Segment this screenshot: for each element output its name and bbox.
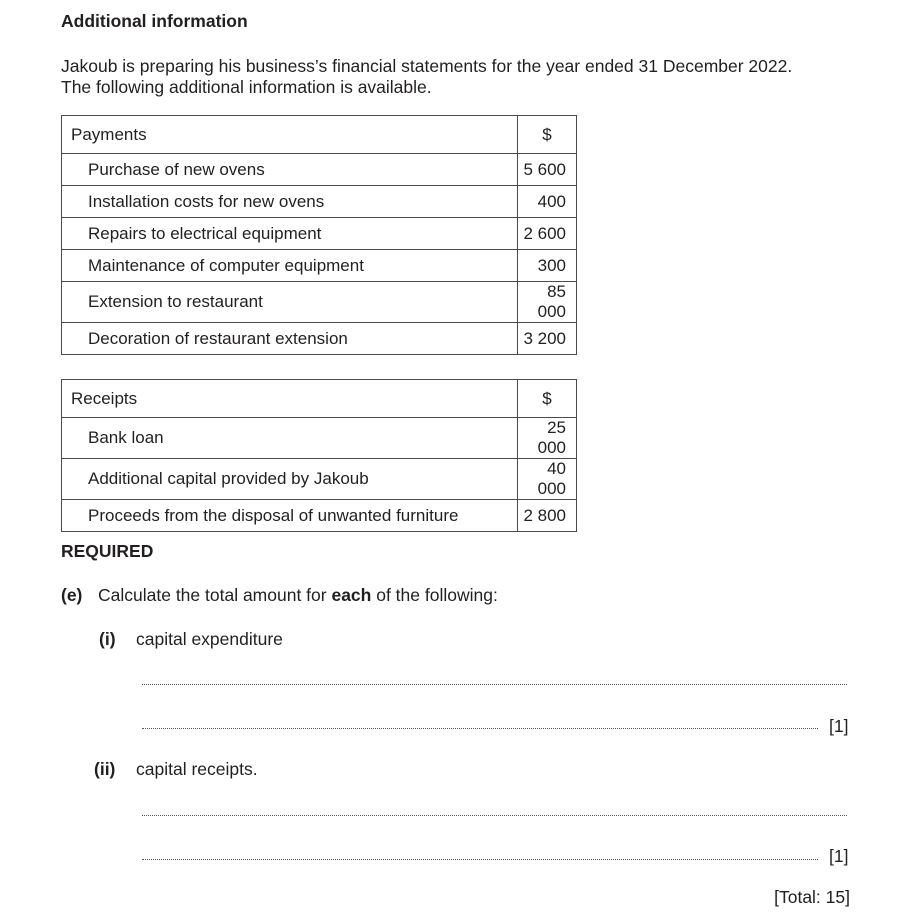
table-row bbox=[62, 459, 577, 500]
table-row bbox=[62, 218, 577, 250]
table-row bbox=[62, 154, 577, 186]
marks-ii: [1] bbox=[829, 846, 849, 866]
part-text: Calculate the total amount for bbox=[98, 585, 332, 605]
table-row bbox=[62, 500, 577, 532]
subpart-text: capital receipts. bbox=[136, 759, 258, 779]
row-label: Bank loan bbox=[62, 418, 518, 459]
table-row bbox=[62, 323, 577, 355]
row-amount: 85 000 bbox=[518, 282, 577, 323]
row-amount: 40 000 bbox=[518, 459, 577, 500]
table-row bbox=[62, 282, 577, 323]
row-label: Purchase of new ovens bbox=[62, 154, 518, 186]
receipts-header-unit: $ bbox=[518, 380, 577, 418]
table-row bbox=[62, 418, 577, 459]
payments-header-unit: $ bbox=[518, 116, 577, 154]
question-part-e bbox=[61, 585, 498, 606]
intro-line-2: The following additional information is available. bbox=[61, 77, 432, 97]
section-heading: Additional information bbox=[61, 11, 248, 31]
part-text-end: of the following: bbox=[371, 585, 498, 605]
table-row bbox=[62, 250, 577, 282]
answer-line-ii-1[interactable] bbox=[142, 815, 847, 816]
table-row bbox=[62, 186, 577, 218]
total-marks: [Total: 15] bbox=[774, 887, 850, 907]
row-label: Decoration of restaurant extension bbox=[62, 323, 518, 355]
subpart-label: (ii) bbox=[94, 759, 116, 779]
row-label: Installation costs for new ovens bbox=[62, 186, 518, 218]
required-heading: REQUIRED bbox=[61, 541, 154, 561]
payments-header-label: Payments bbox=[62, 116, 518, 154]
table-header-row bbox=[62, 380, 577, 418]
subpart-text: capital expenditure bbox=[136, 629, 283, 649]
row-amount: 400 bbox=[518, 186, 577, 218]
intro-paragraph bbox=[61, 56, 861, 98]
table-header-row bbox=[62, 116, 577, 154]
row-amount: 3 200 bbox=[518, 323, 577, 355]
row-label: Proceeds from the disposal of unwanted furniture bbox=[62, 500, 518, 532]
marks-i: [1] bbox=[829, 716, 849, 736]
payments-table bbox=[61, 115, 577, 355]
subpart-label: (i) bbox=[99, 629, 116, 649]
row-amount: 300 bbox=[518, 250, 577, 282]
row-label: Repairs to electrical equipment bbox=[62, 218, 518, 250]
receipts-header-label: Receipts bbox=[62, 380, 518, 418]
row-amount: 2 800 bbox=[518, 500, 577, 532]
answer-line-ii-2[interactable] bbox=[142, 859, 818, 860]
answer-line-i-1[interactable] bbox=[142, 684, 847, 685]
receipts-table bbox=[61, 379, 577, 532]
row-amount: 25 000 bbox=[518, 418, 577, 459]
part-text-emphasis: each bbox=[331, 585, 372, 605]
subpart-ii bbox=[94, 759, 258, 780]
row-label: Extension to restaurant bbox=[62, 282, 518, 323]
row-amount: 2 600 bbox=[518, 218, 577, 250]
subpart-i bbox=[99, 629, 283, 650]
answer-line-i-2[interactable] bbox=[142, 728, 818, 729]
row-label: Maintenance of computer equipment bbox=[62, 250, 518, 282]
row-label: Additional capital provided by Jakoub bbox=[62, 459, 518, 500]
intro-line-1: Jakoub is preparing his business’s financial statements for the year ended 31 December 2022. bbox=[61, 56, 793, 76]
part-label: (e) bbox=[61, 585, 83, 605]
row-amount: 5 600 bbox=[518, 154, 577, 186]
